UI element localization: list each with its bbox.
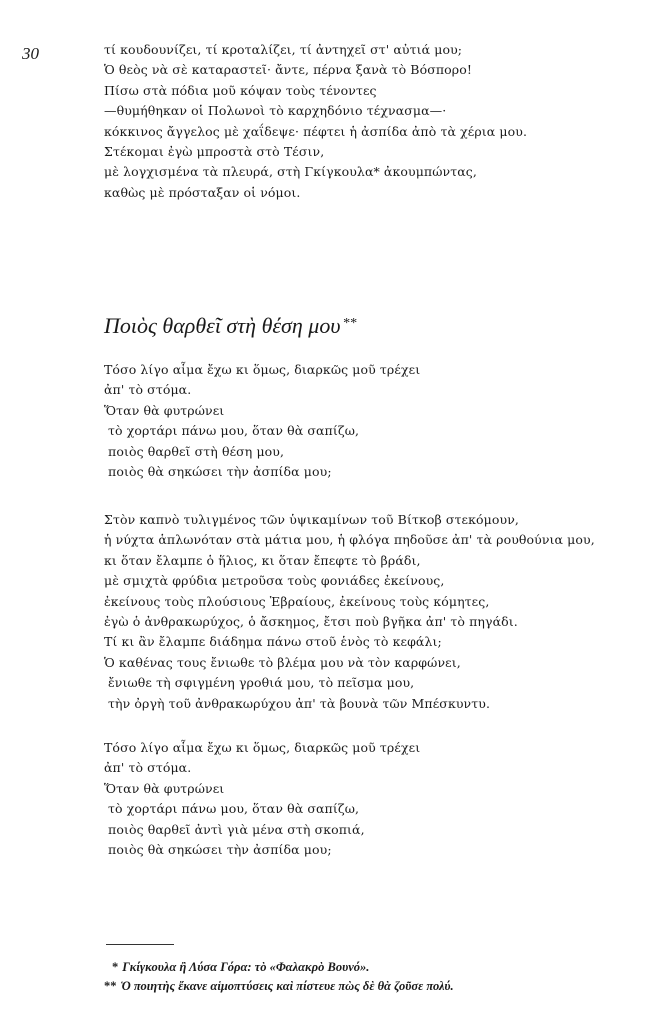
- verse-line: Τόσο λίγο αἷμα ἔχω κι ὅμως, διαρκῶς μοῦ τρέχει: [104, 740, 421, 755]
- verse-line: ἐκείνους τοὺς πλούσιους Ἑβραίους, ἐκείνους τοὺς κόμητες,: [104, 593, 490, 609]
- footnote-mark: *: [112, 960, 119, 974]
- verse-line: κόκκινος ἄγγελος μὲ χαΐδεψε· πέφτει ἡ ἀσπίδα ἀπὸ τὰ χέρια μου.: [104, 123, 528, 139]
- verse-line: μὲ σμιχτὰ φρύδια μετροῦσα τοὺς φονιάδες ἐκείνους,: [104, 573, 445, 589]
- verse-line: Τόσο λίγο αἷμα ἔχω κι ὅμως, διαρκῶς μοῦ τρέχει: [104, 362, 421, 377]
- verse-line: ποιὸς θαρθεῖ ἀντὶ γιὰ μένα στὴ σκοπιά,: [108, 821, 365, 837]
- verse-line: —θυμήθηκαν οἱ Πολωνοὶ τὸ καρχηδόνιο τέχνασμα—·: [104, 103, 447, 119]
- verse-line: τὸ χορτάρι πάνω μου, ὅταν θὰ σαπίζω,: [108, 423, 360, 439]
- footnote-mark: **: [104, 979, 117, 993]
- footnote-text: Γκίγκουλα ἢ Λύσα Γόρα: τὸ «Φαλακρὸ Βουνό».: [122, 960, 370, 974]
- verse-line: Ὁ καθένας τους ἔνιωθε τὸ βλέμα μου νὰ τὸν καρφώνει,: [104, 654, 461, 670]
- verse-line: ποιὸς θὰ σηκώσει τὴν ἀσπίδα μου;: [108, 464, 332, 480]
- verse-line: τί κουδουνίζει, τί κροταλίζει, τί ἀντηχεῖ στ' αὐτιά μου;: [104, 42, 463, 57]
- verse-line: Ὅταν θὰ φυτρώνει: [104, 402, 225, 418]
- verse-line: τὴν ὀργὴ τοῦ ἀνθρακωρύχου ἀπ' τὰ βουνὰ τῶν Μπέσκυντυ.: [108, 695, 491, 711]
- footnotes: [104, 958, 454, 996]
- footnote-text: Ὁ ποιητὴς ἔκανε αἱμοπτύσεις καὶ πίστευε πὼς δὲ θὰ ζοῦσε πολύ.: [120, 979, 454, 993]
- stanza-1: [104, 360, 420, 482]
- poem-title-footnote-mark: **: [342, 316, 357, 331]
- poem-title: [104, 313, 356, 339]
- verse-line: τὸ χορτάρι πάνω μου, ὅταν θὰ σαπίζω,: [108, 801, 360, 817]
- stanza-top: [104, 40, 527, 203]
- verse-line: ἔνιωθε τὴ σφιγμένη γροθιά μου, τὸ πεῖσμα μου,: [108, 675, 415, 691]
- page-number: 30: [22, 44, 39, 63]
- poem-title-text: Ποιὸς θαρθεῖ στὴ θέση μου: [104, 313, 341, 338]
- footnote: [104, 977, 454, 996]
- verse-line: Στὸν καπνὸ τυλιγμένος τῶν ὑψικαμίνων τοῦ Βίτκοβ στεκόμουν,: [104, 512, 519, 527]
- verse-line: Πίσω στὰ πόδια μοῦ κόψαν τοὺς τένοντες: [104, 82, 377, 98]
- verse-line: καθὼς μὲ πρόσταξαν οἱ νόμοι.: [104, 184, 301, 200]
- verse-line: μὲ λογχισμένα τὰ πλευρά, στὴ Γκίγκουλα* ἀκουμπώντας,: [104, 164, 477, 180]
- verse-line: ἀπ' τὸ στόμα.: [104, 760, 192, 776]
- verse-line: Ὁ θεὸς νὰ σὲ καταραστεῖ· ἄντε, πέρνα ξανὰ τὸ Βόσπορο!: [104, 62, 472, 78]
- footnote-divider: [106, 944, 174, 945]
- stanza-2: [104, 510, 595, 714]
- footnote: [104, 958, 454, 977]
- verse-line: ποιὸς θὰ σηκώσει τὴν ἀσπίδα μου;: [108, 842, 332, 858]
- verse-line: ἡ νύχτα ἁπλωνόταν στὰ μάτια μου, ἡ φλόγα πηδοῦσε ἀπ' τὰ ρουθούνια μου,: [104, 532, 595, 548]
- verse-line: ἀπ' τὸ στόμα.: [104, 382, 192, 398]
- verse-line: Στέκομαι ἐγὼ μπροστὰ στὸ Τέσιν,: [104, 144, 325, 160]
- verse-line: ποιὸς θαρθεῖ στὴ θέση μου,: [108, 443, 285, 459]
- verse-line: Τί κι ἂν ἔλαμπε διάδημα πάνω στοῦ ἑνὸς τὸ κεφάλι;: [104, 634, 442, 650]
- verse-line: ἐγὼ ὁ ἀνθρακωρύχος, ὁ ἄσκημος, ἔτσι ποὺ βγῆκα ἀπ' τὸ πηγάδι.: [104, 614, 518, 630]
- stanza-3: [104, 738, 420, 860]
- verse-line: κι ὅταν ἔλαμπε ὁ ἥλιος, κι ὅταν ἔπεφτε τὸ βράδι,: [104, 552, 421, 568]
- verse-line: Ὅταν θὰ φυτρώνει: [104, 780, 225, 796]
